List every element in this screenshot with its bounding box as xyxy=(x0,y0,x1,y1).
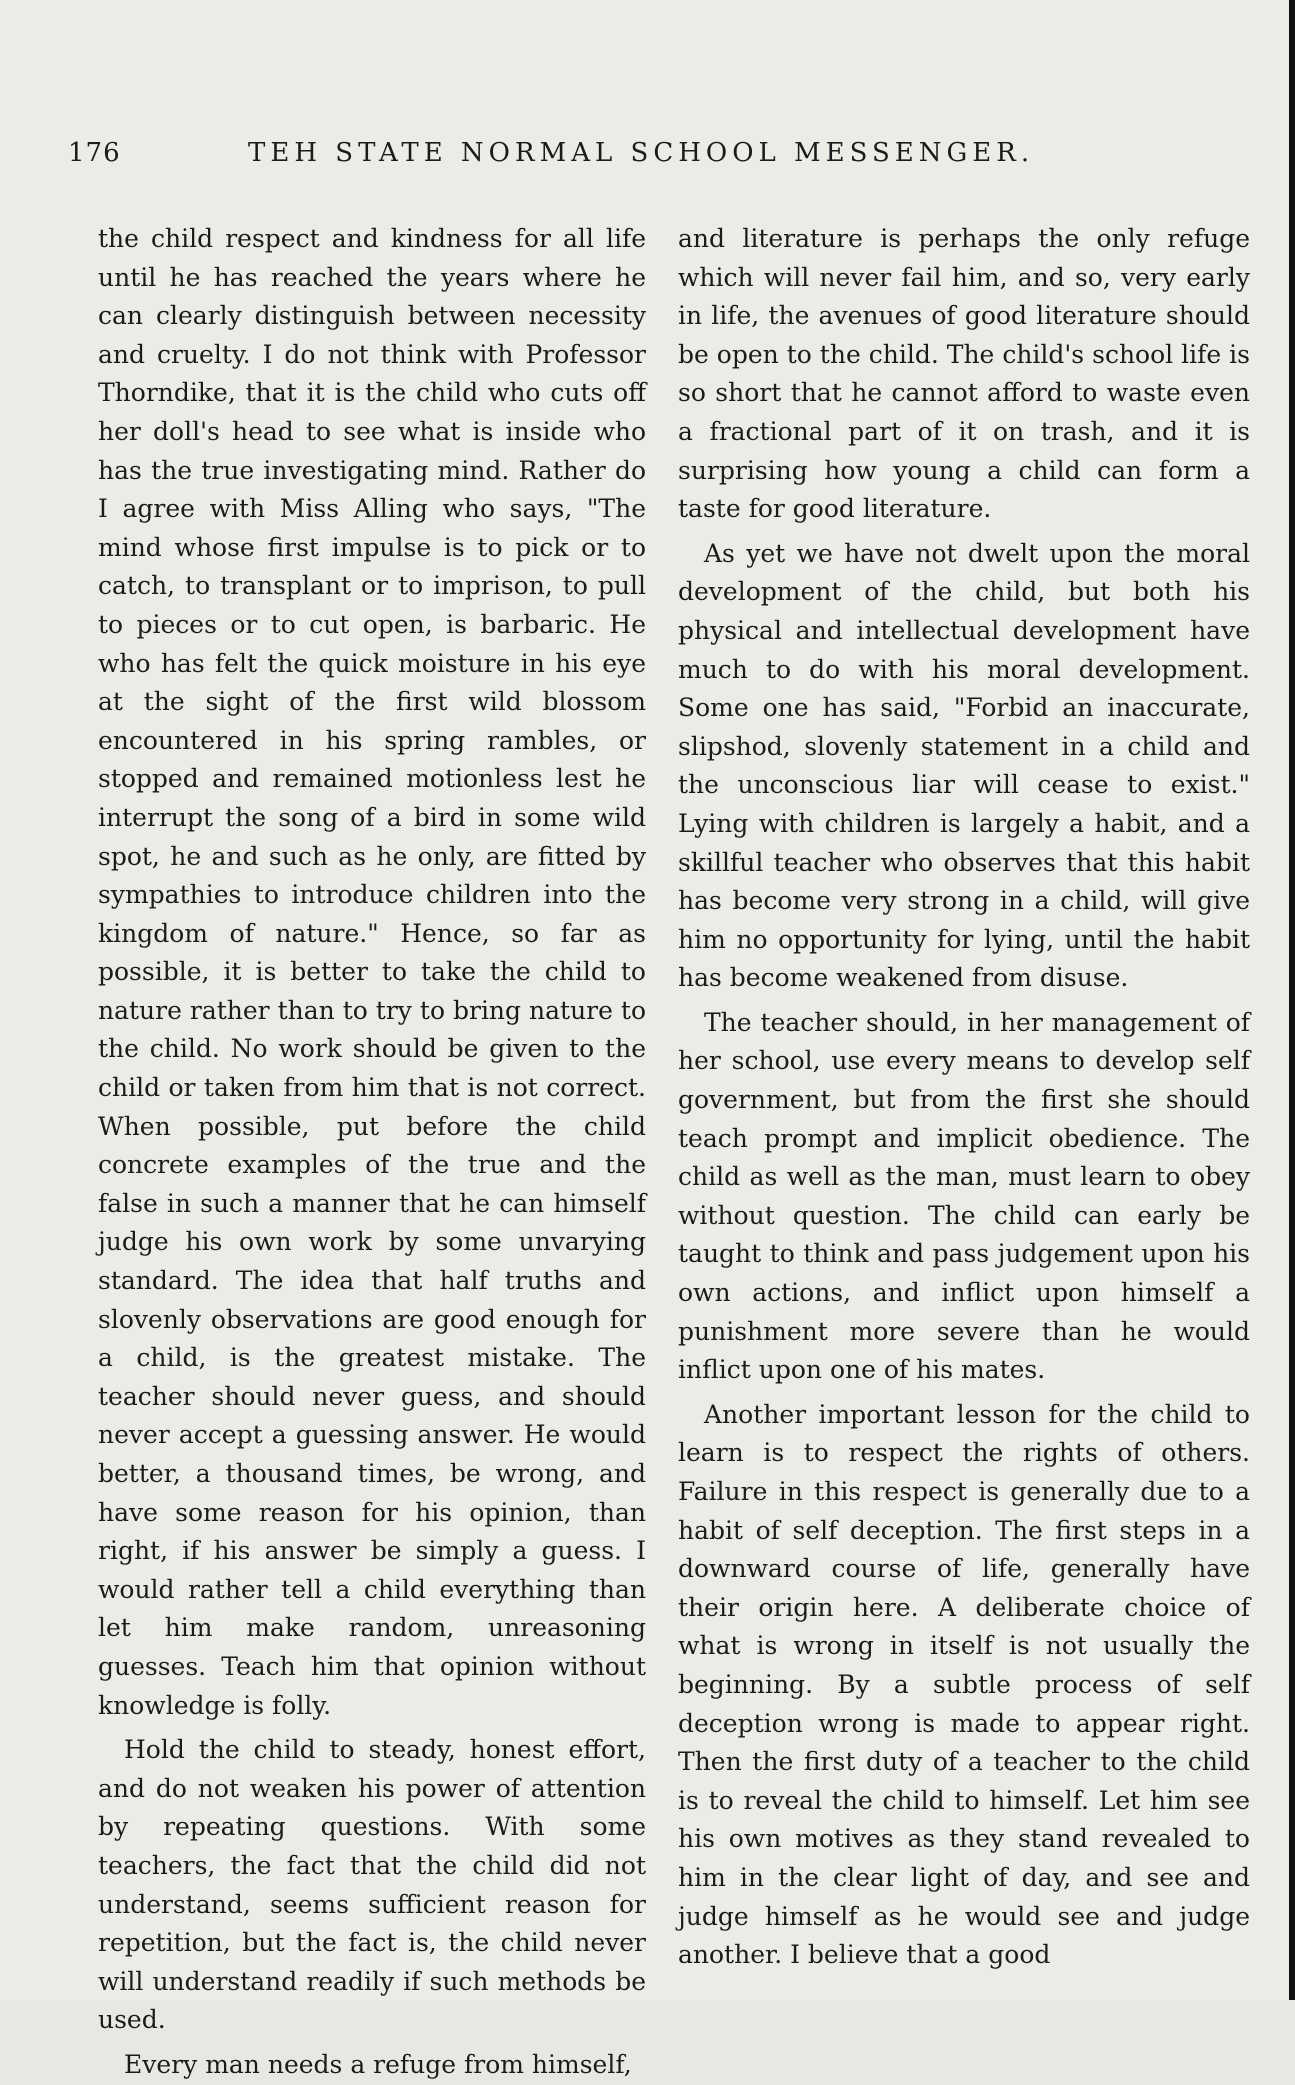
paragraph: the child respect and kindness for all life until he has reached the years where he can clearly distinguish between necessity and cruelty. I do not think with Professor Thorndike, that it is the child who cuts off her doll's head to see what is inside who has the true investigating mind. Rather do I agree with Miss Alling who says, "The mind whose first impulse is to pick or to catch, to transplant or to imprison, to pull to pieces or to cut open, is barbaric. He who has felt the quick moisture in his eye at the sight of the first wild blossom encountered in his spring rambles, or stopped and remained motionless lest he interrupt the song of a bird in some wild spot, he and such as he only, are fitted by sympathies to introduce children into the kingdom of nature." Hence, so far as possible, it is better to take the child to nature rather than to try to bring nature to the child. No work should be given to the child or taken from him that is not correct. When possible, put before the child concrete examples of the true and the false in such a manner that he can himself judge his own work by some unvarying standard. The idea that half truths and slovenly observations are good enough for a child, is the greatest mistake. The teacher should never guess, and should never accept a guessing answer. He would better, a thousand times, be wrong, and have some reason for his opinion, than right, if his answer be simply a guess. I would rather tell a child everything than let him make random, unreasoning guesses. Teach him that opinion without knowledge is folly. xyxy=(98,224,646,1720)
paragraph: The teacher should, in her management of her school, use every means to develop self government, but from the first she should teach prompt and implicit obedience. The child as well as the man, must learn to obey without question. The child can early be taught to think and pass judgement upon his own actions, and inflict upon himself a punishment more severe than he would inflict upon one of his mates. xyxy=(678,1007,1250,1385)
page-number: 176 xyxy=(68,138,121,168)
paragraph: Hold the child to steady, honest effort, and do not weaken his power of attention by repeating questions. With some teachers, the fact that the child did not understand, seems sufficient reason for repetition, but the fact is, the child never will understand readily if such methods be used. xyxy=(98,1735,646,2035)
paragraph: Every man needs a refuge from himself, xyxy=(124,2049,632,2079)
running-title: TEH STATE NORMAL SCHOOL MESSENGER. xyxy=(248,138,1035,168)
page-header xyxy=(68,138,1228,182)
paragraph: Another important lesson for the child to learn is to respect the rights of others. Failure in this respect is generally due to a habit of self deception. The first steps in a downward course of life, generally have their origin here. A deliberate choice of what is wrong in itself is not usually the beginning. By a subtle process of self deception wrong is made to appear right. Then the first duty of a teacher to the child is to reveal the child to himself. Let him see his own motives as they stand revealed to him in the clear light of day, and see and judge himself as he would see and judge another. I believe that a good xyxy=(678,1399,1250,1970)
right-column xyxy=(678,220,1250,1970)
paragraph: and literature is perhaps the only refuge which will never fail him, and so, very early in life, the avenues of good literature should be open to the child. The child's school life is so short that he cannot afford to waste even a fractional part of it on trash, and it is surprising how young a child can form a taste for good literature. xyxy=(678,224,1250,524)
left-column xyxy=(98,220,646,2079)
paragraph: As yet we have not dwelt upon the moral development of the child, but both his physical and intellectual development have much to do with his moral development. Some one has said, "Forbid an inaccurate, slipshod, slovenly statement in a child and the unconscious liar will cease to exist." Lying with children is largely a habit, and a skillful teacher who observes that this habit has become very strong in a child, will give him no opportunity for lying, until the habit has become weakened from disuse. xyxy=(678,538,1250,993)
scan-edge xyxy=(1289,0,1295,2000)
